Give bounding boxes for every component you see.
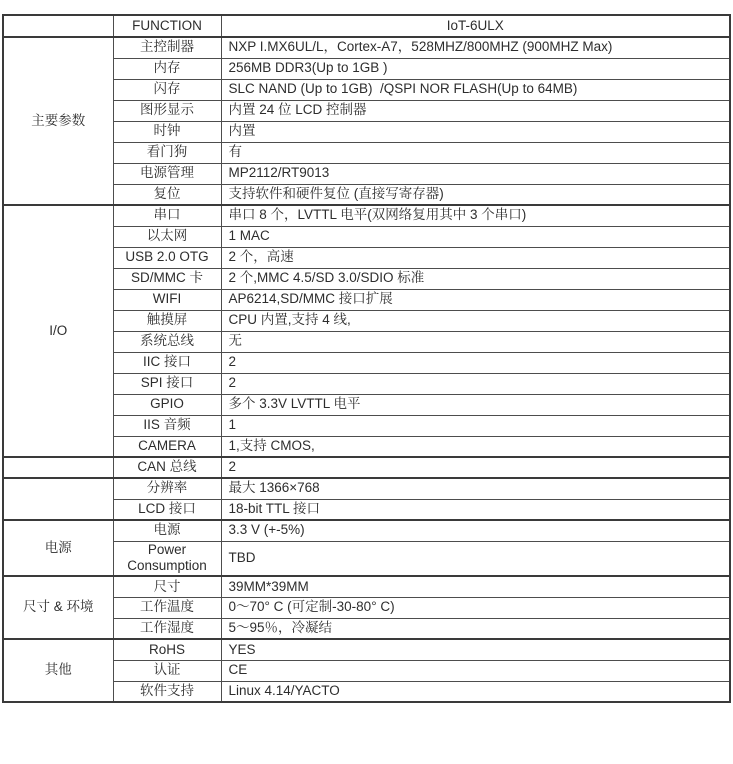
category-cell: 其他 xyxy=(3,639,113,702)
table-row xyxy=(3,205,730,226)
category-cell: I/O xyxy=(3,205,113,457)
table-row xyxy=(3,415,730,436)
table-row xyxy=(3,289,730,310)
table-row xyxy=(3,268,730,289)
value-cell: 5～95％，冷凝结 xyxy=(221,618,730,639)
table-row xyxy=(3,247,730,268)
table-row xyxy=(3,618,730,639)
table-row xyxy=(3,58,730,79)
value-cell: 18-bit TTL 接口 xyxy=(221,499,730,520)
value-cell: CE xyxy=(221,660,730,681)
function-cell: LCD 接口 xyxy=(113,499,221,520)
value-cell: 内置 xyxy=(221,121,730,142)
table-row xyxy=(3,457,730,478)
function-cell: IIS 音频 xyxy=(113,415,221,436)
value-cell: 2 xyxy=(221,457,730,478)
function-cell: 以太网 xyxy=(113,226,221,247)
function-cell: 复位 xyxy=(113,184,221,205)
value-cell: 2 xyxy=(221,373,730,394)
function-cell: 时钟 xyxy=(113,121,221,142)
value-cell: SLC NAND (Up to 1GB) /QSPI NOR FLASH(Up to 64MB) xyxy=(221,79,730,100)
value-cell: 1 MAC xyxy=(221,226,730,247)
function-cell: SPI 接口 xyxy=(113,373,221,394)
table-row xyxy=(3,331,730,352)
value-cell: 2 xyxy=(221,352,730,373)
value-cell: 256MB DDR3(Up to 1GB ) xyxy=(221,58,730,79)
table-row xyxy=(3,37,730,58)
category-cell xyxy=(3,478,113,520)
table-row xyxy=(3,394,730,415)
value-cell: 3.3 V (+-5%) xyxy=(221,520,730,541)
table-row xyxy=(3,478,730,499)
function-cell: 电源 xyxy=(113,520,221,541)
header-category-cell xyxy=(3,15,113,37)
table-row xyxy=(3,541,730,576)
function-cell: SD/MMC 卡 xyxy=(113,268,221,289)
value-cell: CPU 内置,支持 4 线, xyxy=(221,310,730,331)
function-cell: 看门狗 xyxy=(113,142,221,163)
value-cell: 1 xyxy=(221,415,730,436)
category-cell: 主要参数 xyxy=(3,37,113,205)
function-cell: IIC 接口 xyxy=(113,352,221,373)
function-cell: CAN 总线 xyxy=(113,457,221,478)
table-row xyxy=(3,226,730,247)
value-cell: 1,支持 CMOS, xyxy=(221,436,730,457)
category-cell xyxy=(3,457,113,478)
category-cell: 尺寸 & 环境 xyxy=(3,576,113,639)
table-row xyxy=(3,681,730,702)
table-row xyxy=(3,520,730,541)
function-cell: 电源管理 xyxy=(113,163,221,184)
value-cell: 支持软件和硬件复位 (直接写寄存器) xyxy=(221,184,730,205)
table-row xyxy=(3,639,730,660)
function-cell: 串口 xyxy=(113,205,221,226)
value-cell: 内置 24 位 LCD 控制器 xyxy=(221,100,730,121)
function-cell: 工作湿度 xyxy=(113,618,221,639)
table-row xyxy=(3,310,730,331)
function-cell: 图形显示 xyxy=(113,100,221,121)
value-cell: 2 个,MMC 4.5/SD 3.0/SDIO 标准 xyxy=(221,268,730,289)
table-row xyxy=(3,142,730,163)
header-row xyxy=(3,15,730,37)
table-row xyxy=(3,436,730,457)
value-cell: 最大 1366×768 xyxy=(221,478,730,499)
function-cell: 分辨率 xyxy=(113,478,221,499)
table-row xyxy=(3,121,730,142)
function-cell: 系统总线 xyxy=(113,331,221,352)
function-cell: USB 2.0 OTG xyxy=(113,247,221,268)
value-cell: TBD xyxy=(221,541,730,576)
function-cell: 触摸屏 xyxy=(113,310,221,331)
value-cell: MP2112/RT9013 xyxy=(221,163,730,184)
table-row xyxy=(3,163,730,184)
value-cell: 多个 3.3V LVTTL 电平 xyxy=(221,394,730,415)
function-cell: 软件支持 xyxy=(113,681,221,702)
value-cell: YES xyxy=(221,639,730,660)
value-cell: AP6214,SD/MMC 接口扩展 xyxy=(221,289,730,310)
function-cell: 内存 xyxy=(113,58,221,79)
table-row xyxy=(3,499,730,520)
table-row xyxy=(3,79,730,100)
header-product-cell: IoT-6ULX xyxy=(221,15,730,37)
value-cell: 2 个，高速 xyxy=(221,247,730,268)
header-function-cell: FUNCTION xyxy=(113,15,221,37)
value-cell: NXP I.MX6UL/L，Cortex-A7，528MHZ/800MHZ (900MHZ Max) xyxy=(221,37,730,58)
function-cell: 主控制器 xyxy=(113,37,221,58)
function-cell: 闪存 xyxy=(113,79,221,100)
table-row xyxy=(3,373,730,394)
function-cell: WIFI xyxy=(113,289,221,310)
table-row xyxy=(3,597,730,618)
table-row xyxy=(3,576,730,597)
function-cell: RoHS xyxy=(113,639,221,660)
spec-table-body xyxy=(3,37,730,702)
table-row xyxy=(3,352,730,373)
category-cell: 电源 xyxy=(3,520,113,576)
value-cell: 0～70° C (可定制-30-80° C) xyxy=(221,597,730,618)
function-cell: 尺寸 xyxy=(113,576,221,597)
table-row xyxy=(3,100,730,121)
table-row xyxy=(3,660,730,681)
value-cell: 无 xyxy=(221,331,730,352)
value-cell: 串口 8 个，LVTTL 电平(双网络复用其中 3 个串口) xyxy=(221,205,730,226)
function-cell: CAMERA xyxy=(113,436,221,457)
table-row xyxy=(3,184,730,205)
function-cell: Power Consumption xyxy=(113,541,221,576)
spec-table xyxy=(2,14,731,703)
value-cell: 39MM*39MM xyxy=(221,576,730,597)
value-cell: Linux 4.14/YACTO xyxy=(221,681,730,702)
function-cell: 认证 xyxy=(113,660,221,681)
function-cell: 工作温度 xyxy=(113,597,221,618)
value-cell: 有 xyxy=(221,142,730,163)
function-cell: GPIO xyxy=(113,394,221,415)
